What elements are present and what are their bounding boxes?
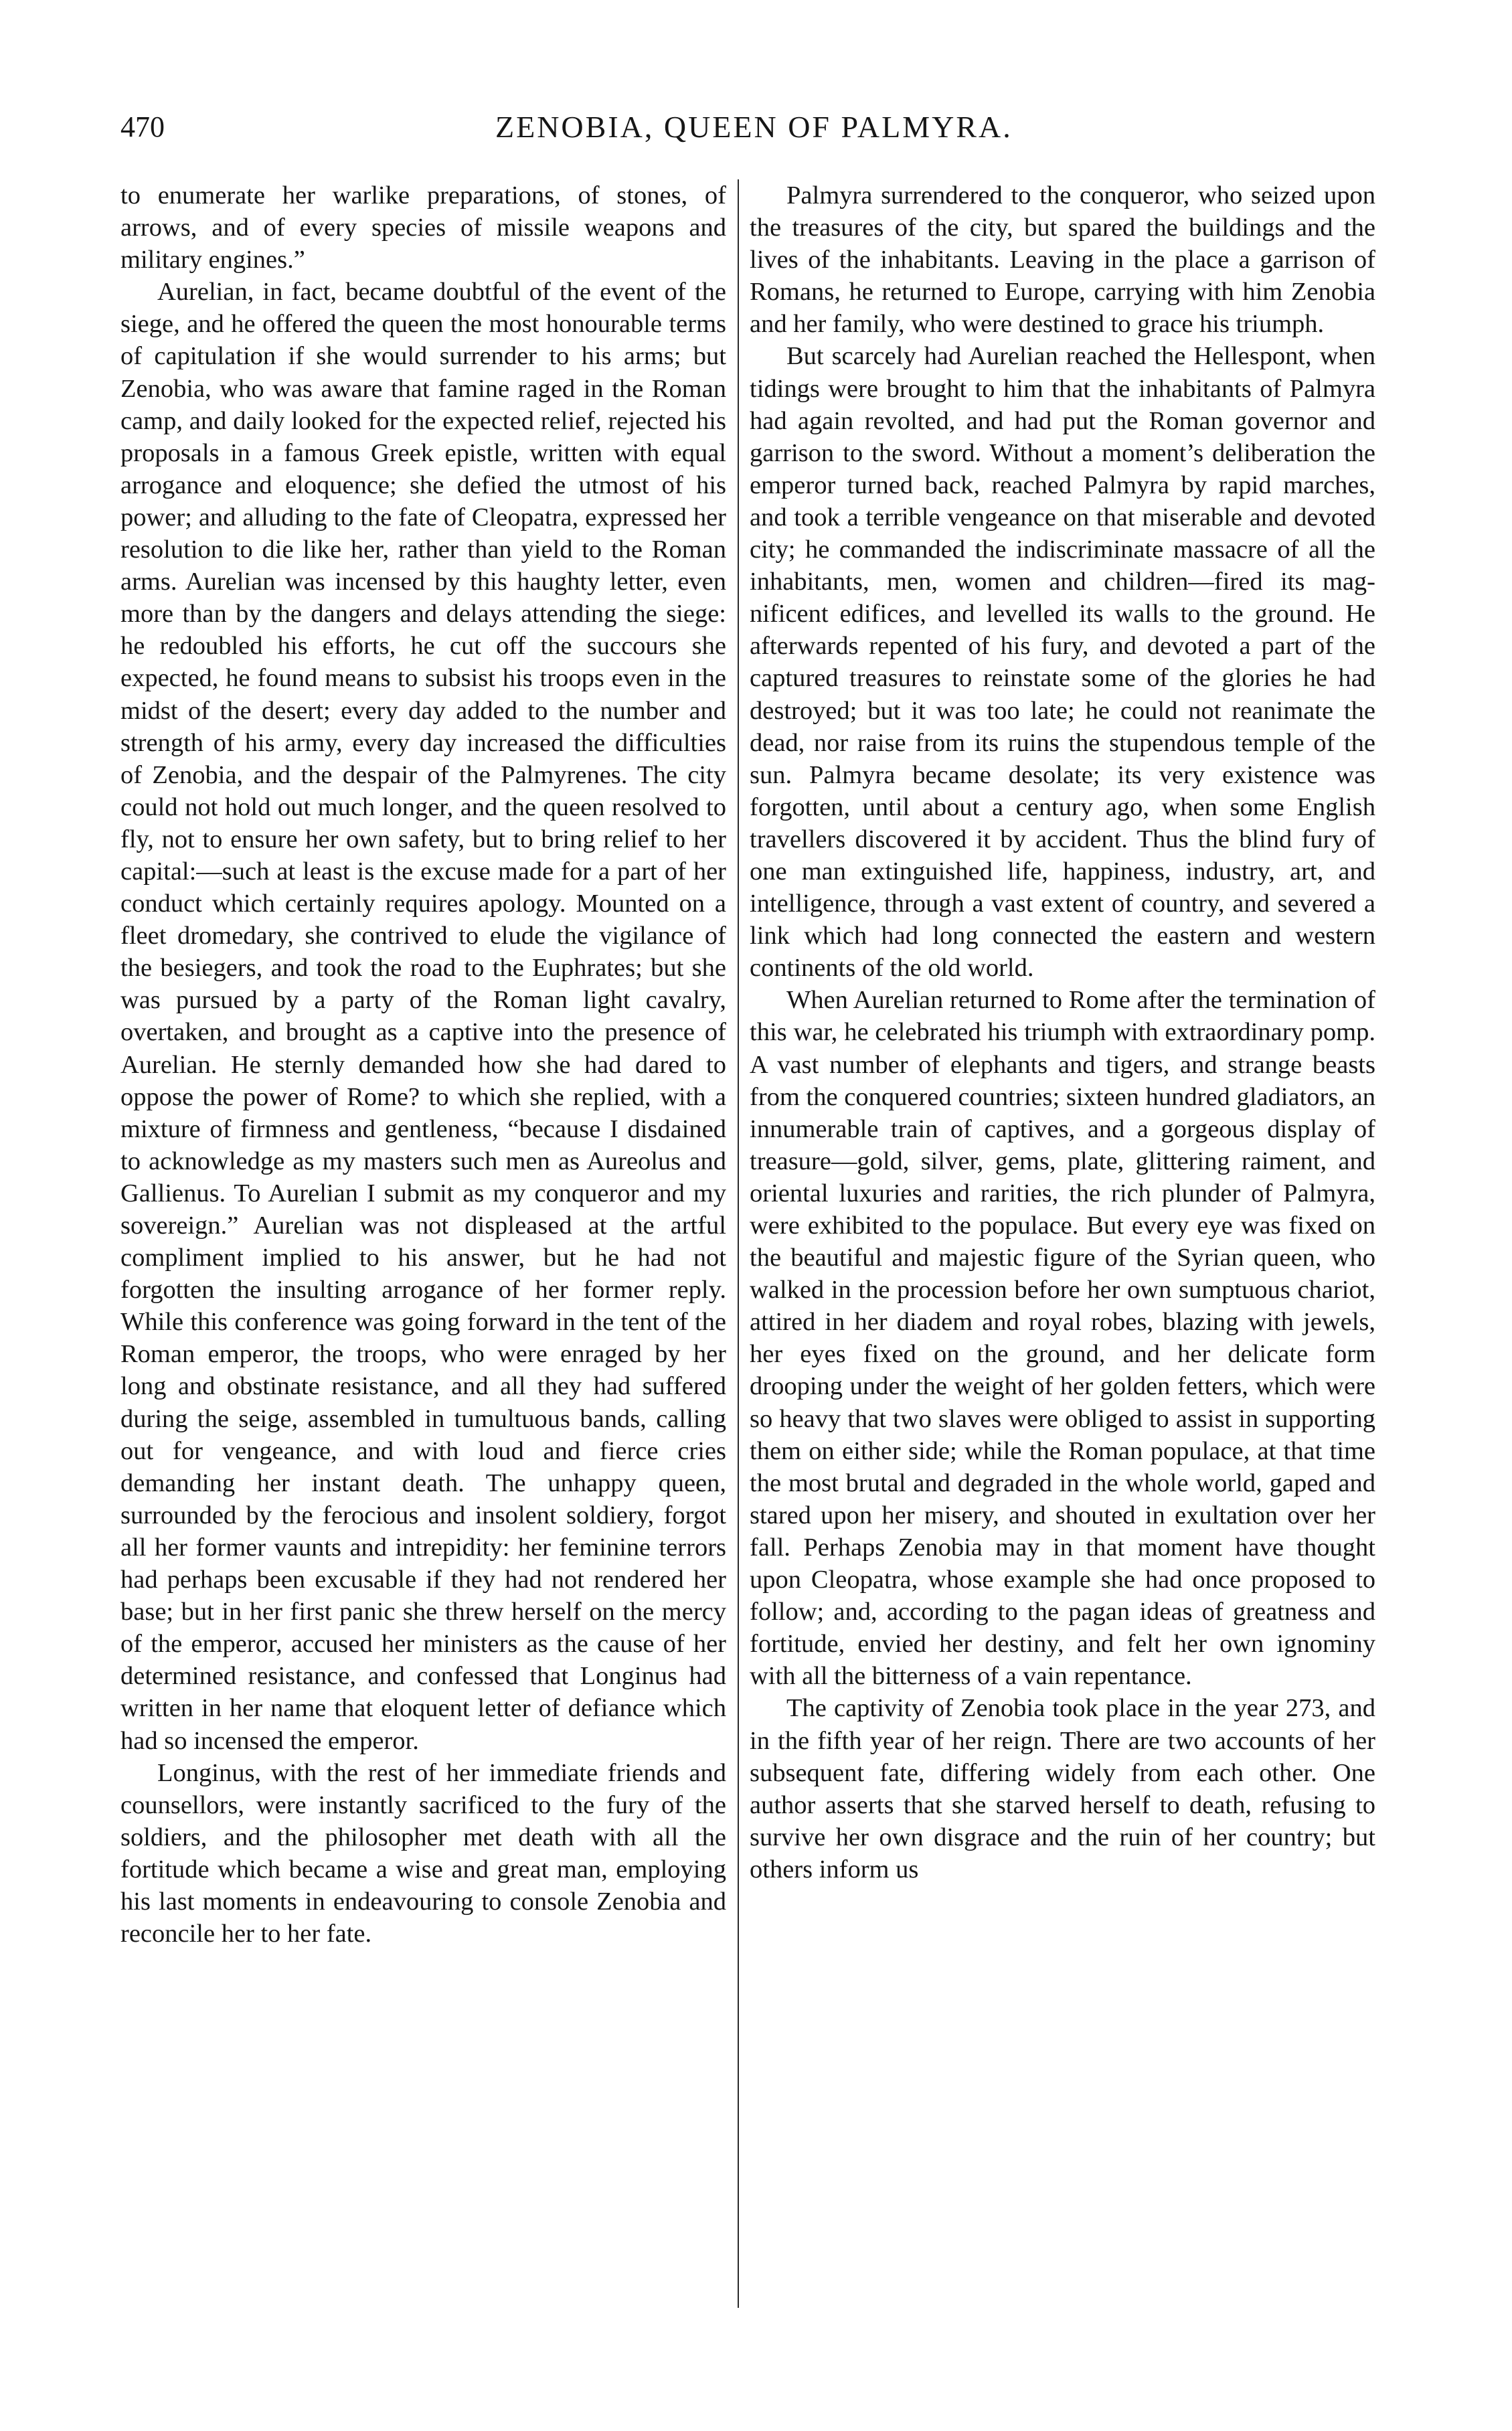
running-head: ZENOBIA, QUEEN OF PALMYRA. xyxy=(495,110,1013,144)
paragraph: But scarcely had Aurelian reached the Hellespont, when tidings were brought to him that the inhabitants of Palmyra had again revolted, and had put the Roman governor and garrison to the sword. Without a moment’s deliberation the emperor turned back, reached Palmyra by rapid marches, and took a terrible vengeance on that miserable and devoted city; he commanded the indiscriminate massacre of all the inhabitants, men, women and children—fired its magnificent edifices, and levelled its walls to the ground. He afterwards repented of his fury, and devoted a part of the captured treasures to reinstate some of the glories he had destroyed; but it was too late; he could not reanimate the dead, nor raise from its ruins the stupendous temple of the sun. Palmyra became desolate; its very existence was forgotten, until about a century ago, when some English travellers discovered it by accident. Thus the blind fury of one man extinguished life, happiness, industry, art, and intelligence, through a vast extent of country, and severed a link which had long connected the eastern and western continents of the old world. xyxy=(750,342,1375,983)
page-number: 470 xyxy=(120,110,165,143)
page-header xyxy=(120,107,1365,161)
column-divider xyxy=(738,179,739,2308)
left-column xyxy=(120,179,726,1950)
paragraph: When Aurelian returned to Rome after the termination of this war, he celebrated his triumph with extraordinary pomp. A vast number of elephants and tigers, and strange beasts from the conquered countries; sixteen hundred gladiators, an innumerable train of captives, and a gorgeous display of treasure—gold, silver, gems, plate, glittering raiment, and oriental luxuries and rarities, the rich plunder of Palmyra, were exhibited to the populace. But every eye was fixed on the beautiful and majestic figure of the Syrian queen, who walked in the procession before her own sumptuous chariot, attired in her diadem and royal robes, blazing with jewels, her eyes fixed on the ground, and her delicate form drooping under the weight of her golden fetters, which were so heavy that two slaves were obliged to assist in supporting them on either side; while the Roman populace, at that time the most brutal and degraded in the whole world, gaped and stared upon her misery, and shouted in exultation over her fall. Perhaps Zenobia may in that moment have thought upon Cleopatra, whose example she had once proposed to follow; and, according to the pagan ideas of greatness and fortitude, envied her destiny, and felt her own ignominy with all the bitterness of a vain repentance. xyxy=(750,986,1375,1691)
paragraph: Palmyra surrendered to the conqueror, who seized upon the treasures of the city, but spared the buildings and the lives of the inhabitants. Leaving in the place a garrison of Romans, he returned to Europe, carrying with him Zenobia and her family, who were destined to grace his triumph. xyxy=(750,181,1375,339)
right-column xyxy=(750,179,1375,1885)
paragraph: Aurelian, in fact, became doubtful of the event of the siege, and he offered the queen the most honourable terms of capitulation if she would surrender to his arms; but Zenobia, who was aware that famine raged in the Roman camp, and daily looked for the expected relief, rejected his proposals in a famous Greek epistle, written with equal arrogance and eloquence; she defied the utmost of his power; and alluding to the fate of Cleopatra, expressed her resolution to die like her, rather than yield to the Roman arms. Aurelian was incensed by this haughty letter, even more than by the dangers and delays attending the siege: he redoubled his efforts, he cut off the succours she expected, he found means to subsist his troops even in the midst of the desert; every day added to the number and strength of his army, every day increased the difficulties of Zenobia, and the despair of the Palmyrenes. The city could not hold out much longer, and the queen resolved to fly, not to ensure her own safety, but to bring relief to her capital:—such at least is the excuse made for a part of her conduct which certainly requires apology. Mounted on a fleet dromedary, she contrived to elude the vigilance of the besiegers, and took the road to the Euphrates; but she was pursued by a party of the Roman light cavalry, overtaken, and brought as a captive into the presence of Aurelian. He sternly demanded how she had dared to oppose the power of Rome? to which she replied, with a mixture of firmness and gentleness, “because I disdained to acknowledge as my masters such men as Aureolus and Gallienus. To Aurelian I submit as my conqueror and my sovereign.” Aurelian was not displeased at the artful compliment implied to his answer, but he had not forgotten the insulting arrogance of her former reply. While this conference was going forward in the tent of the Roman emperor, the troops, who were enraged by her long and obstinate resistance, and all they had suffered during the seige, assembled in tumultuous bands, calling out for vengeance, and with loud and fierce cries demanding her instant death. The unhappy queen, surrounded by the ferocious and insolent soldiery, forgot all her former vaunts and intrepidity: her feminine terrors had perhaps been excusable if they had not rendered her base; but in her first panic she threw herself on the mercy of the emperor, accused her ministers as the cause of her determined resistance, and confessed that Longinus had written in her name that eloquent letter of defiance which had so incensed the emperor. xyxy=(120,278,726,1755)
paragraph: to enumerate her warlike preparations, of stones, of arrows, and of every species of missile weapons and military engines.” xyxy=(120,181,726,274)
paragraph: The captivity of Zenobia took place in the year 273, and in the fifth year of her reign. There are two accounts of her subsequent fate, differing widely from each other. One author asserts that she starved herself to death, refusing to survive her own disgrace and the ruin of her country; but others inform us xyxy=(750,1694,1375,1883)
paragraph: Longinus, with the rest of her immediate friends and counsellors, were instantly sacrificed to the fury of the soldiers, and the philosopher met death with all the fortitude which became a wise and great man, employing his last moments in endeavouring to console Zenobia and reconcile her to her fate. xyxy=(120,1758,726,1948)
